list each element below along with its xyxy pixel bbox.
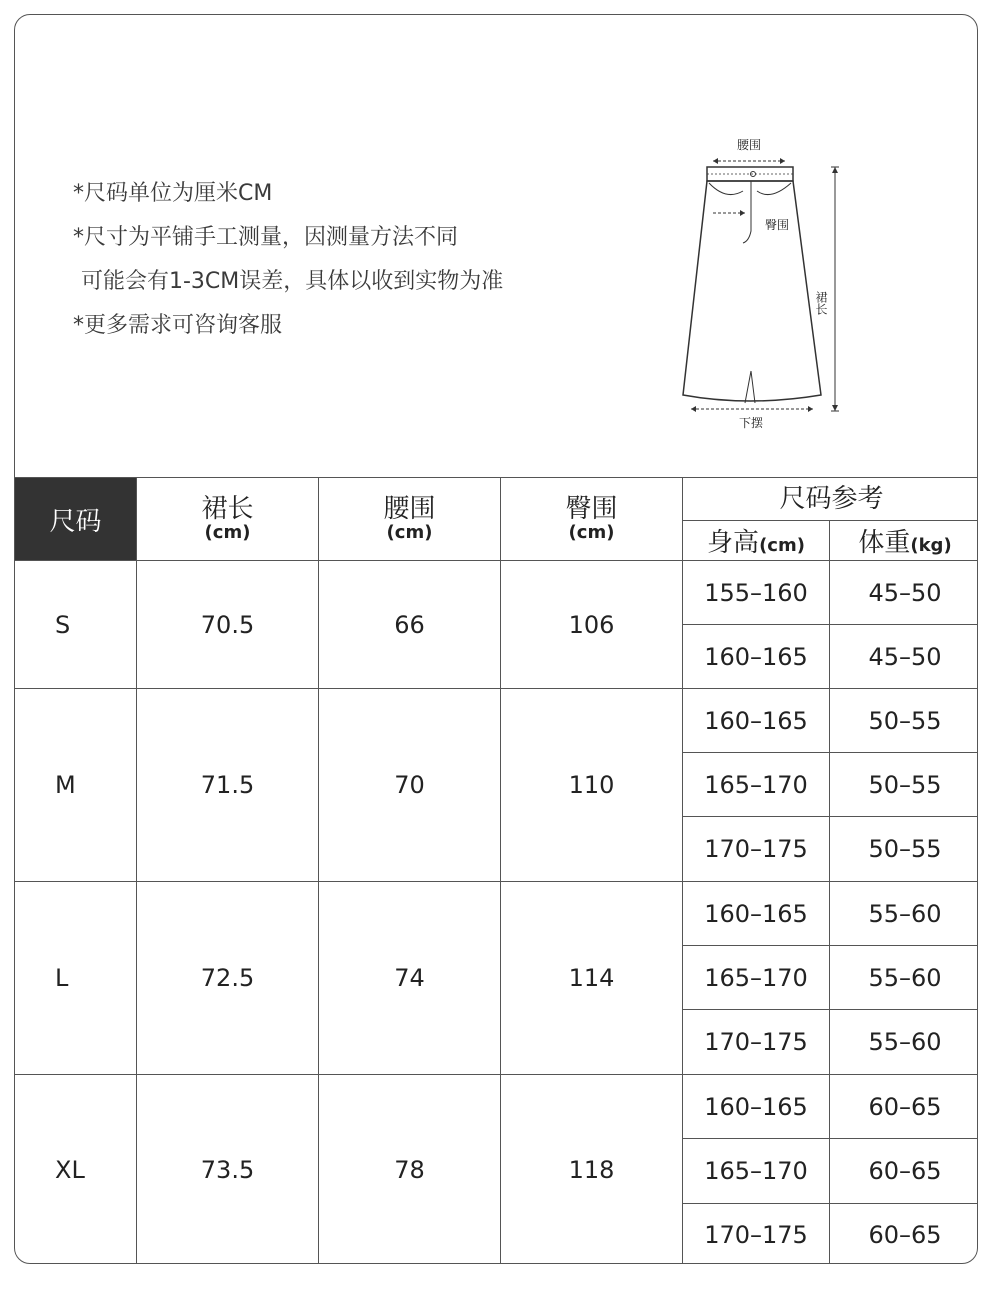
height-cell: 170–175 — [683, 1010, 830, 1075]
weight-cell: 60–65 — [830, 1204, 979, 1265]
header-length-unit: (cm) — [204, 522, 251, 543]
diagram-waist-label: 腰围 — [736, 138, 762, 152]
header-height — [683, 521, 830, 561]
hip-cell: 106 — [501, 561, 683, 689]
weight-cell: 50–55 — [830, 753, 979, 817]
height-cell: 160–165 — [683, 882, 830, 946]
table-row — [15, 561, 979, 625]
hip-cell: 118 — [501, 1075, 683, 1265]
notes-block — [73, 183, 503, 359]
size-cell: M — [15, 689, 137, 882]
size-chart-card — [14, 14, 978, 1264]
hip-cell: 114 — [501, 882, 683, 1075]
header-hip-unit: (cm) — [568, 522, 615, 543]
header-height-label: 身高 — [707, 528, 760, 558]
size-cell: S — [15, 561, 137, 689]
length-cell: 72.5 — [137, 882, 319, 1075]
weight-cell: 50–55 — [830, 817, 979, 882]
size-table — [14, 477, 978, 1264]
height-cell: 155–160 — [683, 561, 830, 625]
height-cell: 165–170 — [683, 946, 830, 1010]
height-cell: 160–165 — [683, 689, 830, 753]
weight-cell: 55–60 — [830, 946, 979, 1010]
size-cell: XL — [15, 1075, 137, 1265]
waist-cell: 78 — [319, 1075, 501, 1265]
header-waist — [319, 478, 501, 561]
waist-cell: 66 — [319, 561, 501, 689]
header-length — [137, 478, 319, 561]
height-cell: 160–165 — [683, 1075, 830, 1139]
weight-cell: 55–60 — [830, 882, 979, 946]
skirt-diagram — [651, 131, 841, 431]
hip-cell: 110 — [501, 689, 683, 882]
weight-cell: 45–50 — [830, 625, 979, 689]
diagram-hip-label: 臀围 — [764, 218, 790, 232]
weight-cell: 55–60 — [830, 1010, 979, 1075]
header-length-label: 裙长 — [201, 494, 254, 524]
header-size: 尺码 — [15, 478, 137, 561]
header-weight — [830, 521, 979, 561]
header-hip-label: 臀围 — [565, 494, 618, 524]
note-unit: *尺码单位为厘米CM — [73, 181, 273, 206]
table-row — [15, 1075, 979, 1139]
header-weight-unit: (kg) — [910, 535, 952, 556]
note-measure: *尺寸为平铺手工测量，因测量方法不同 — [73, 225, 459, 250]
length-cell: 73.5 — [137, 1075, 319, 1265]
height-cell: 170–175 — [683, 817, 830, 882]
table-row — [15, 882, 979, 946]
header-reference: 尺码参考 — [683, 478, 979, 521]
weight-cell: 60–65 — [830, 1075, 979, 1139]
weight-cell: 60–65 — [830, 1139, 979, 1204]
waist-cell: 70 — [319, 689, 501, 882]
header-weight-label: 体重 — [858, 528, 911, 558]
height-cell: 170–175 — [683, 1204, 830, 1265]
length-cell: 70.5 — [137, 561, 319, 689]
header-waist-unit: (cm) — [386, 522, 433, 543]
height-cell: 165–170 — [683, 753, 830, 817]
note-service: *更多需求可咨询客服 — [73, 313, 283, 338]
height-cell: 160–165 — [683, 625, 830, 689]
header-hip — [501, 478, 683, 561]
table-row — [15, 689, 979, 753]
note-error: 可能会有1-3CM误差，具体以收到实物为准 — [81, 269, 504, 294]
header-height-unit: (cm) — [759, 535, 805, 556]
diagram-length-label: 裙长 — [814, 291, 828, 315]
height-cell: 165–170 — [683, 1139, 830, 1204]
diagram-hem-label: 下摆 — [738, 416, 764, 430]
weight-cell: 45–50 — [830, 561, 979, 625]
header-waist-label: 腰围 — [383, 494, 436, 524]
size-cell: L — [15, 882, 137, 1075]
waist-cell: 74 — [319, 882, 501, 1075]
weight-cell: 50–55 — [830, 689, 979, 753]
length-cell: 71.5 — [137, 689, 319, 882]
